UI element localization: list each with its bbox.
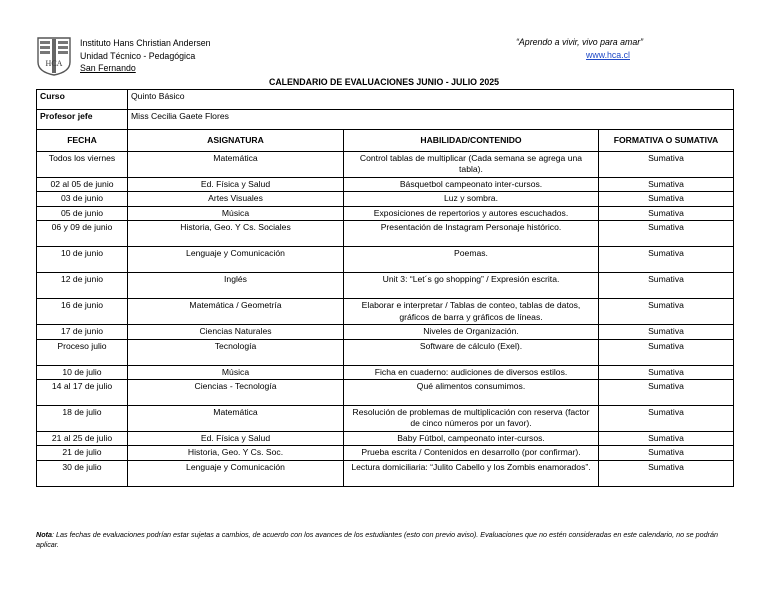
website-link[interactable]: www.hca.cl (586, 50, 630, 60)
cell-tipo: Sumativa (599, 365, 734, 379)
table-header-row (37, 130, 734, 152)
cell-asignatura: Historia, Geo. Y Cs. Sociales (128, 221, 344, 247)
cell-fecha: 06 y 09 de junio (37, 221, 128, 247)
cell-fecha: 30 de julio (37, 460, 128, 486)
cell-asignatura: Lenguaje y Comunicación (128, 460, 344, 486)
cell-tipo: Sumativa (599, 247, 734, 273)
cell-fecha: Todos los viernes (37, 152, 128, 178)
cell-fecha: 16 de junio (37, 299, 128, 325)
cell-asignatura: Ciencias Naturales (128, 325, 344, 339)
cell-asignatura: Matemática / Geometría (128, 299, 344, 325)
cell-contenido: Software de cálculo (Exel). (344, 339, 599, 365)
cell-tipo: Sumativa (599, 206, 734, 220)
cell-contenido: Básquetbol campeonato inter-cursos. (344, 178, 599, 192)
cell-fecha: Proceso julio (37, 339, 128, 365)
cell-contenido: Unit 3: “Let´s go shopping” / Expresión escrita. (344, 273, 599, 299)
table-row (37, 299, 734, 325)
cell-tipo: Sumativa (599, 380, 734, 406)
cell-tipo: Sumativa (599, 325, 734, 339)
teacher-label: Profesor jefe (37, 110, 128, 130)
cell-tipo: Sumativa (599, 273, 734, 299)
school-motto: “Aprendo a vivir, vivo para amar” (516, 37, 644, 47)
cell-contenido: Qué alimentos consumimos. (344, 380, 599, 406)
cell-tipo: Sumativa (599, 299, 734, 325)
cell-fecha: 21 al 25 de julio (37, 432, 128, 446)
table-row (37, 152, 734, 178)
cell-tipo: Sumativa (599, 192, 734, 206)
table-row (37, 460, 734, 486)
cell-contenido: Prueba escrita / Contenidos en desarrollo (por confirmar). (344, 446, 599, 460)
cell-contenido: Baby Fútbol, campeonato inter-cursos. (344, 432, 599, 446)
table-row (37, 178, 734, 192)
cell-asignatura: Tecnología (128, 339, 344, 365)
column-header-contenido: HABILIDAD/CONTENIDO (344, 130, 599, 152)
cell-contenido: Presentación de Instagram Personaje histórico. (344, 221, 599, 247)
cell-asignatura: Historia, Geo. Y Cs. Soc. (128, 446, 344, 460)
cell-asignatura: Matemática (128, 152, 344, 178)
cell-tipo: Sumativa (599, 460, 734, 486)
table-row (37, 192, 734, 206)
unit-name: Unidad Técnico - Pedagógica (80, 50, 196, 61)
cell-asignatura: Inglés (128, 273, 344, 299)
cell-fecha: 12 de junio (37, 273, 128, 299)
table-row (37, 273, 734, 299)
cell-fecha: 02 al 05 de junio (37, 178, 128, 192)
institution-header (80, 37, 211, 75)
note-text: : Las fechas de evaluaciones podrían estar sujetas a cambios, de acuerdo con los avances de los estudiantes (esto con previo aviso). Evaluaciones que no estén consideradas en este calendario, no se podrán aplicar. (36, 530, 719, 549)
table-row (37, 380, 734, 406)
cell-tipo: Sumativa (599, 339, 734, 365)
cell-contenido: Exposiciones de repertorios y autores escuchados. (344, 206, 599, 220)
cell-asignatura: Ciencias - Tecnología (128, 380, 344, 406)
cell-asignatura: Artes Visuales (128, 192, 344, 206)
school-crest-logo (36, 36, 72, 76)
cell-contenido: Elaborar e interpretar / Tablas de conteo, tablas de datos, gráficos de barra y gráficos de líneas. (344, 299, 599, 325)
cell-tipo: Sumativa (599, 221, 734, 247)
cell-asignatura: Matemática (128, 406, 344, 432)
evaluation-rows (37, 152, 734, 487)
cell-tipo: Sumativa (599, 432, 734, 446)
cell-tipo: Sumativa (599, 178, 734, 192)
course-label: Curso (37, 90, 128, 110)
cell-contenido: Poemas. (344, 247, 599, 273)
note-label: Nota (36, 530, 52, 539)
cell-fecha: 14 al 17 de julio (37, 380, 128, 406)
cell-fecha: 21 de julio (37, 446, 128, 460)
evaluations-table (36, 89, 734, 487)
footnote (36, 530, 736, 550)
table-row (37, 221, 734, 247)
cell-fecha: 17 de junio (37, 325, 128, 339)
cell-asignatura: Música (128, 206, 344, 220)
cell-fecha: 18 de julio (37, 406, 128, 432)
cell-fecha: 05 de junio (37, 206, 128, 220)
cell-contenido: Lectura domiciliaria: “Julito Cabello y los Zombis enamorados”. (344, 460, 599, 486)
course-row (37, 90, 734, 110)
table-row (37, 432, 734, 446)
table-row (37, 247, 734, 273)
svg-text:HCA: HCA (45, 59, 63, 68)
institution-name: Instituto Hans Christian Andersen (80, 38, 211, 48)
cell-contenido: Resolución de problemas de multiplicación con reserva (factor de cinco números por un favor). (344, 406, 599, 432)
column-header-fecha: FECHA (37, 130, 128, 152)
table-row (37, 206, 734, 220)
cell-fecha: 10 de julio (37, 365, 128, 379)
document-title: CALENDARIO DE EVALUACIONES JUNIO - JULIO 2025 (268, 77, 500, 87)
cell-contenido: Ficha en cuaderno: audiciones de diversos estilos. (344, 365, 599, 379)
column-header-tipo: FORMATIVA O SUMATIVA (599, 130, 734, 152)
cell-tipo: Sumativa (599, 446, 734, 460)
cell-fecha: 03 de junio (37, 192, 128, 206)
cell-asignatura: Ed. Física y Salud (128, 178, 344, 192)
table-row (37, 325, 734, 339)
table-row (37, 446, 734, 460)
cell-tipo: Sumativa (599, 152, 734, 178)
cell-tipo: Sumativa (599, 406, 734, 432)
cell-asignatura: Ed. Física y Salud (128, 432, 344, 446)
cell-asignatura: Música (128, 365, 344, 379)
city-name: San Fernando (80, 63, 136, 73)
cell-asignatura: Lenguaje y Comunicación (128, 247, 344, 273)
cell-contenido: Niveles de Organización. (344, 325, 599, 339)
cell-fecha: 10 de junio (37, 247, 128, 273)
column-header-asignatura: ASIGNATURA (128, 130, 344, 152)
teacher-row (37, 110, 734, 130)
cell-contenido: Control tablas de multiplicar (Cada semana se agrega una tabla). (344, 152, 599, 178)
teacher-value: Miss Cecilia Gaete Flores (128, 110, 734, 130)
table-row (37, 406, 734, 432)
course-value: Quinto Básico (128, 90, 734, 110)
table-row (37, 365, 734, 379)
cell-contenido: Luz y sombra. (344, 192, 599, 206)
table-row (37, 339, 734, 365)
